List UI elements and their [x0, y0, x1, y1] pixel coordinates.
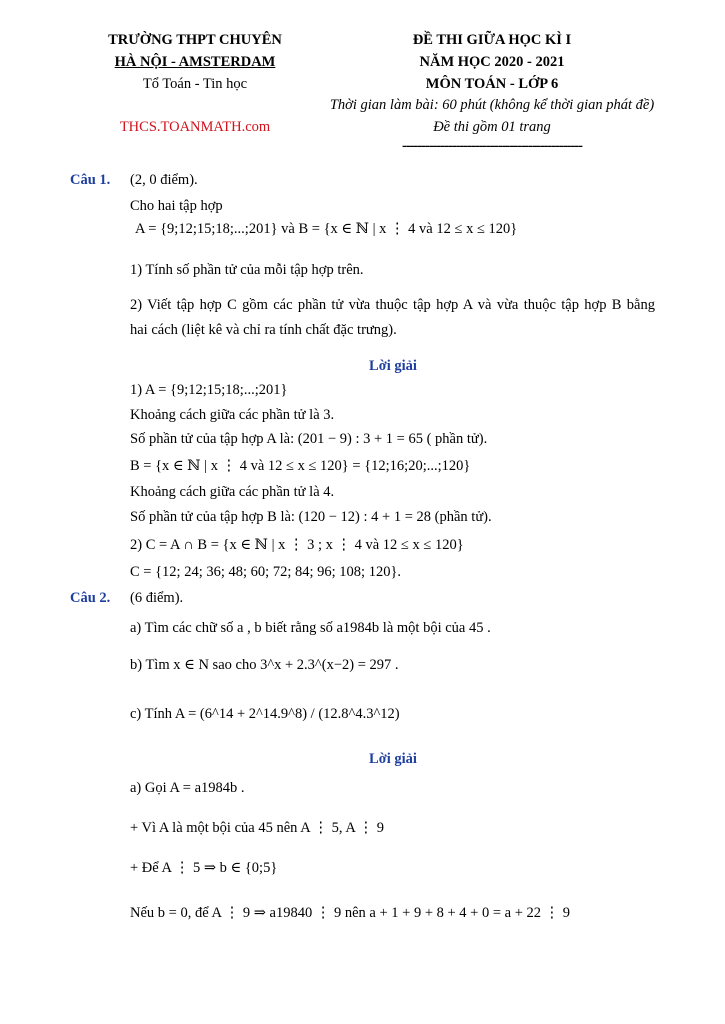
q1-solution-title: Lời giải — [369, 358, 417, 374]
q2-label: Câu 2. — [70, 590, 111, 606]
q2-solution-title: Lời giải — [369, 751, 417, 767]
website-link[interactable]: THCS.TOANMATH.com — [119, 119, 271, 135]
q1-sol-line5: Khoảng cách giữa các phần tử là 4. — [130, 484, 335, 500]
q1-part1: 1) Tính số phần tử của mỗi tập hợp trên. — [130, 262, 364, 278]
q2-part-c: c) Tính A = (6^14 + 2^14.9^8) / (12.8^4.3^12) — [130, 706, 400, 722]
q1-intro: Cho hai tập hợp — [130, 198, 223, 214]
q1-sol-line3: Số phần tử của tập hợp A là: (201 − 9) : 3 + 1 = 65 ( phần tử). — [130, 431, 488, 447]
q2-sol-a3: + Để A ⋮ 5 ⇒ b ∈ {0;5} — [130, 860, 278, 876]
q1-sol-line4: B = {x ∈ ℕ | x ⋮ 4 và 12 ≤ x ≤ 120} = {12;16;20;...;120} — [130, 458, 471, 474]
q1-sets: A = {9;12;15;18;...;201} và B = {x ∈ ℕ | x ⋮ 4 và 12 ≤ x ≤ 120} — [135, 221, 518, 237]
q1-sol-line7: 2) C = A ∩ B = {x ∈ ℕ | x ⋮ 3 ; x ⋮ 4 và 12 ≤ x ≤ 120} — [130, 537, 464, 553]
q1-sol-line1: 1) A = {9;12;15;18;...;201} — [130, 382, 288, 398]
pages-note: Đề thi gồm 01 trang — [433, 119, 551, 135]
q2-sol-a4: Nếu b = 0, để A ⋮ 9 ⇒ a19840 ⋮ 9 nên a + 1 + 9 + 8 + 4 + 0 = a + 22 ⋮ 9 — [130, 905, 571, 921]
q2-sol-a2: + Vì A là một bội của 45 nên A ⋮ 5, A ⋮ 9 — [130, 820, 385, 836]
q2-sol-a1: a) Gọi A = a1984b . — [130, 780, 245, 796]
school-name-line1: TRƯỜNG THPT CHUYÊN — [108, 32, 282, 48]
q1-sol-line2: Khoảng cách giữa các phần tử là 3. — [130, 407, 335, 423]
q1-part2-line1: 2) Viết tập hợp C gồm các phần tử vừa thuộc tập hợp A và vừa thuộc tập hợp B bằng — [130, 297, 655, 313]
q1-sol-line6: Số phần tử của tập hợp B là: (120 − 12) : 4 + 1 = 28 (phần tử). — [130, 509, 492, 525]
q1-label: Câu 1. — [70, 172, 111, 188]
time-note: Thời gian làm bài: 60 phút (không kể thời gian phát đề) — [329, 97, 655, 113]
subject: MÔN TOÁN - LỚP 6 — [425, 76, 559, 92]
exam-title: ĐỀ THI GIỮA HỌC KÌ I — [412, 32, 572, 48]
q2-part-b: b) Tìm x ∈ N sao cho 3^x + 2.3^(x−2) = 297 . — [130, 657, 399, 673]
department: Tổ Toán - Tin học — [142, 76, 248, 92]
q1-points: (2, 0 điểm). — [130, 172, 198, 188]
q1-part2-line2: hai cách (liệt kê và chỉ ra tính chất đặc trưng). — [130, 322, 397, 338]
school-year: NĂM HỌC 2020 - 2021 — [419, 54, 565, 70]
q1-sol-line8: C = {12; 24; 36; 48; 60; 72; 84; 96; 108; 120}. — [130, 564, 402, 580]
school-name-line2: HÀ NỘI - AMSTERDAM — [114, 54, 276, 70]
header-divider: ----------------------------------------------- — [402, 138, 582, 154]
q2-part-a: a) Tìm các chữ số a , b biết rằng số a1984b là một bội của 45 . — [130, 620, 491, 636]
q2-points: (6 điểm). — [130, 590, 184, 606]
